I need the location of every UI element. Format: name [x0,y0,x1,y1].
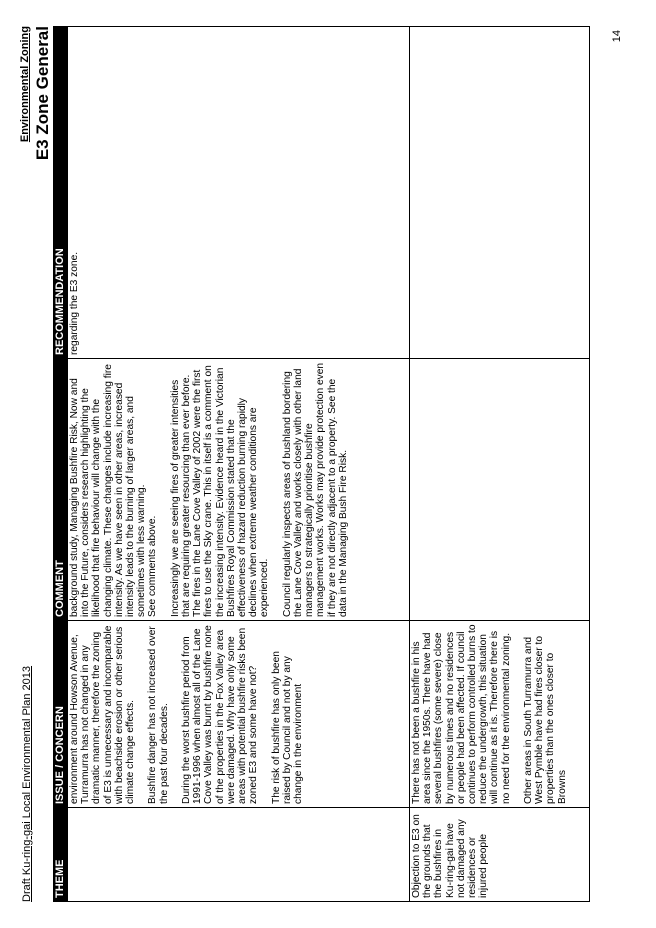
issue-cell: There has not been a bushfire in his area since the 1950s. There have had several bushfires (some severe) close by numerous times and no residences or people had been affected. If council continues to perform controlled burns to reduce the undergrowth, this situation will continue as it is. Therefore there is no need for the environmental zoning. Other areas in South Turramurra and West Pymble have had fires closer to properties than the ones closer to Browns [410,621,590,808]
rotated-page [19,26,631,902]
submissions-table [53,26,590,902]
comment-cell [410,359,590,621]
column-header-comment: COMMENT [54,359,68,621]
table-row [68,27,410,902]
recommendation-cell [410,27,590,359]
column-header-recommendation: RECOMMENDATION [54,27,68,359]
page-number: 14 [611,30,623,43]
column-header-theme: THEME [54,808,68,902]
comment-cell: background study, Managing Bushfire Risk, Now and into the Future, considers research highlighting the likelihood that fire behaviour will change with the changing climate. These changes include increasing fire intensity. As we have seen in other areas, increased intensity leads to the burning of larger areas, and sometimes with less warning. See comments above. Increasingly we are seeing fires of greater intensities that are requiring greater resourcing than ever before. The fires in the Lane Cove Valley of 2002 were the first fires to use the Sky crane. This in itself is a comment on the increasing intensity. Evidence heard in the Victorian Bushfires Royal Commission stated that the effectiveness of hazard reduction burning rapidly declines when extreme weather conditions are experienced. Council regularly inspects areas of bushland bordering the Lane Cove Valley and works closely with other land managers to strategically prioritise bushfire management works. Works may provide protection even if they are not directly adjacent to a property. See the data in the Managing Bush Fire Risk. [68,359,410,621]
recommendation-cell: regarding the E3 zone. [68,27,410,359]
table-row [410,27,590,902]
document-title: Draft Ku-ring-gai Local Environmental Plan 2013 [21,665,33,902]
theme-cell: Objection to E3 on the grounds that the bushfires in Ku-ring-gai have not damaged any residences or injured people [410,808,590,902]
column-header-issue: ISSUE / CONCERN [54,621,68,808]
theme-cell [68,808,410,902]
table-header-row [54,27,68,902]
page-subtitle: E3 Zone General [33,26,52,161]
section-title: Environmental Zoning [19,26,31,143]
issue-cell: environment around Howson Avenue, Turramurra has not changed in any dramatic manner, therefore the zoning of E3 is unnecessary and incomparable with beachside erosion or other serious climate change effects. Bushfire danger has not increased over the past four decades. During the worst bushfire period from 1991-1996 when almost all of the Lane Cove Valley was burnt by bushfire none of the properties in the Fox Valley area were damaged. Why have only some areas with potential bushfire risks been zoned E3 and some have not? The risk of bushfire has only been raised by Council and not by any change in the environment [68,621,410,808]
